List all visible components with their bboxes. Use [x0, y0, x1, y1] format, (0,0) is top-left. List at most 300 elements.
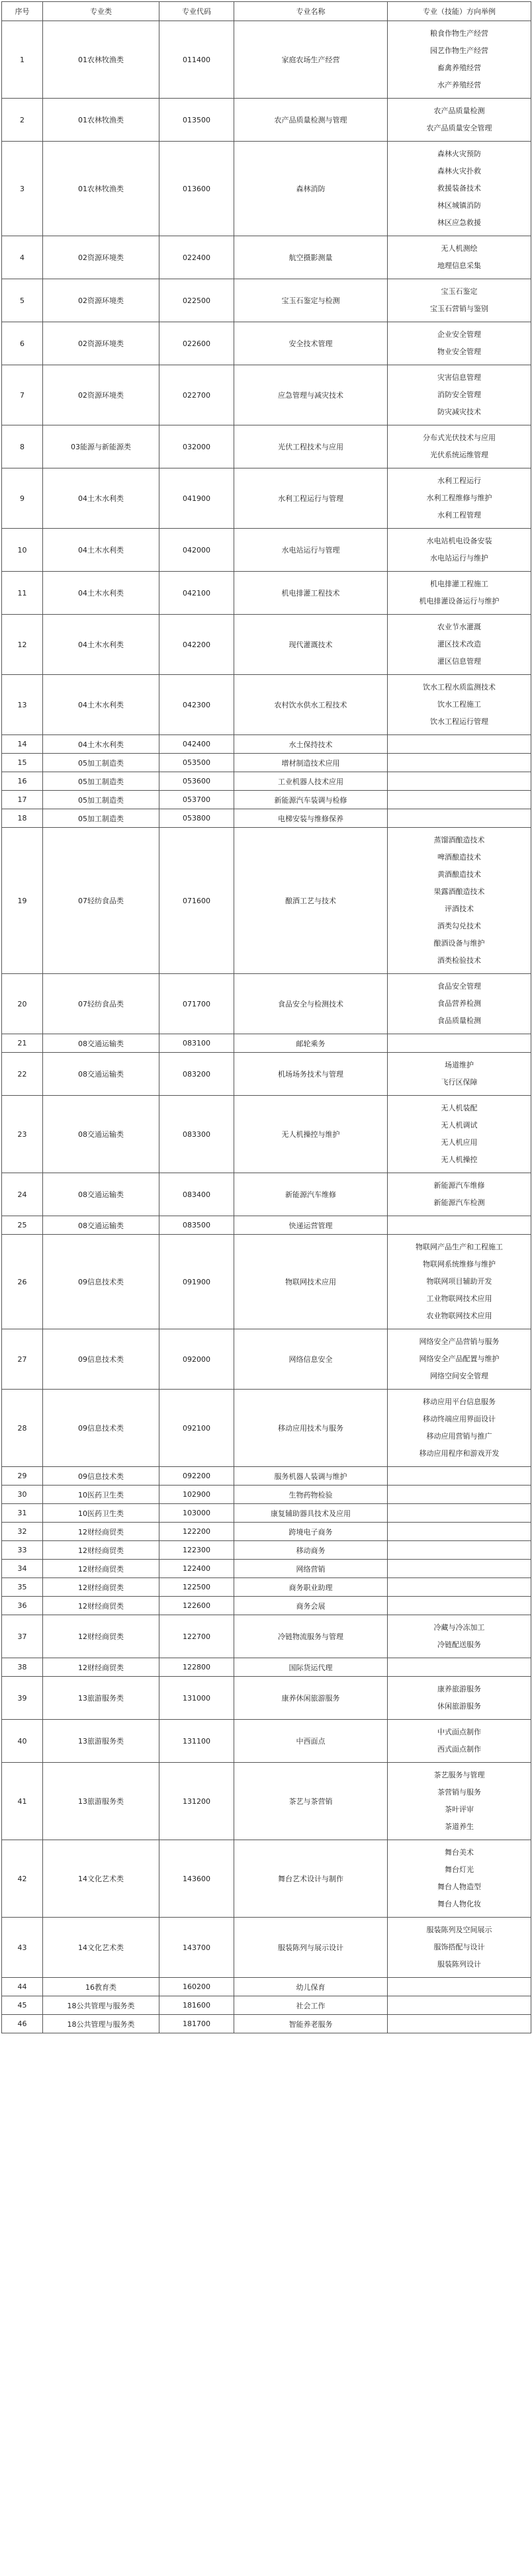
- row-serial: 17: [2, 791, 43, 809]
- row-category: 09信息技术类: [43, 1467, 159, 1486]
- row-name: 移动商务: [234, 1541, 388, 1560]
- header-directions: 专业（技能）方向举例: [388, 2, 531, 21]
- row-serial: 11: [2, 572, 43, 615]
- direction-item: 新能源汽车维修: [433, 1181, 485, 1190]
- row-directions: [388, 142, 531, 236]
- row-name: 安全技术管理: [234, 322, 388, 365]
- direction-item: 无人机装配: [441, 1104, 478, 1112]
- direction-item: 茶营销与服务: [437, 1788, 481, 1797]
- row-name: 舞台艺术设计与制作: [234, 1840, 388, 1918]
- row-category: 01农林牧渔类: [43, 142, 159, 236]
- header-name: 专业名称: [234, 2, 388, 21]
- direction-item: 灾害信息管理: [437, 373, 481, 382]
- direction-item: 宝玉石鉴定: [441, 287, 478, 296]
- direction-item: 水电站运行与维护: [430, 554, 488, 562]
- row-name: 邮轮乘务: [234, 1034, 388, 1053]
- row-directions: [388, 1996, 531, 2015]
- row-directions: [388, 1216, 531, 1235]
- table-row: [2, 615, 531, 675]
- row-code: 083400: [159, 1173, 234, 1216]
- row-serial: 42: [2, 1840, 43, 1918]
- row-serial: 34: [2, 1560, 43, 1578]
- row-code: 083200: [159, 1053, 234, 1096]
- row-serial: 23: [2, 1096, 43, 1173]
- row-code: 092000: [159, 1329, 234, 1390]
- row-name: 电梯安装与维修保养: [234, 809, 388, 828]
- row-serial: 7: [2, 365, 43, 425]
- table-row: [2, 1173, 531, 1216]
- row-code: 053600: [159, 772, 234, 791]
- direction-item: 黄酒酿造技术: [437, 870, 481, 879]
- row-serial: 36: [2, 1597, 43, 1615]
- table-row: [2, 754, 531, 772]
- row-code: 053500: [159, 754, 234, 772]
- row-directions: [388, 99, 531, 142]
- row-category: 08交通运输类: [43, 1216, 159, 1235]
- row-serial: 30: [2, 1486, 43, 1504]
- direction-item: 消防安全管理: [437, 390, 481, 399]
- table-row: [2, 1541, 531, 1560]
- row-category: 12财经商贸类: [43, 1615, 159, 1658]
- row-serial: 24: [2, 1173, 43, 1216]
- row-serial: 6: [2, 322, 43, 365]
- direction-item: 饮水工程施工: [437, 700, 481, 709]
- row-name: 智能养老服务: [234, 2015, 388, 2033]
- row-code: 131000: [159, 1677, 234, 1720]
- table-row: [2, 529, 531, 572]
- row-category: 16教育类: [43, 1978, 159, 1996]
- table-row: [2, 1235, 531, 1329]
- row-category: 05加工制造类: [43, 791, 159, 809]
- table-row: [2, 1560, 531, 1578]
- direction-item: 康养旅游服务: [437, 1685, 481, 1693]
- row-category: 10医药卫生类: [43, 1504, 159, 1523]
- row-code: 071600: [159, 828, 234, 974]
- row-serial: 3: [2, 142, 43, 236]
- row-code: 122200: [159, 1523, 234, 1541]
- direction-item: 休闲旅游服务: [437, 1702, 481, 1710]
- row-code: 083500: [159, 1216, 234, 1235]
- row-serial: 25: [2, 1216, 43, 1235]
- direction-item: 园艺作物生产经营: [430, 46, 488, 55]
- direction-item: 果露酒酿造技术: [433, 887, 485, 896]
- row-category: 04土木水利类: [43, 615, 159, 675]
- row-name: 现代灌溉技术: [234, 615, 388, 675]
- row-serial: 39: [2, 1677, 43, 1720]
- row-code: 041900: [159, 468, 234, 529]
- row-serial: 37: [2, 1615, 43, 1658]
- row-serial: 16: [2, 772, 43, 791]
- table-row: [2, 1053, 531, 1096]
- row-category: 08交通运输类: [43, 1173, 159, 1216]
- direction-item: 宝玉石营销与鉴别: [430, 304, 488, 313]
- row-code: 103000: [159, 1504, 234, 1523]
- row-category: 18公共管理与服务类: [43, 2015, 159, 2033]
- row-serial: 1: [2, 21, 43, 99]
- direction-item: 分布式光伏技术与应用: [423, 433, 496, 442]
- row-serial: 44: [2, 1978, 43, 1996]
- direction-item: 林区应急救援: [437, 218, 481, 227]
- direction-item: 网络安全产品营销与服务: [419, 1337, 500, 1346]
- direction-item: 水利工程管理: [437, 511, 481, 519]
- table-row: [2, 1096, 531, 1173]
- row-directions: [388, 1840, 531, 1918]
- row-category: 10医药卫生类: [43, 1486, 159, 1504]
- row-category: 13旅游服务类: [43, 1677, 159, 1720]
- row-category: 18公共管理与服务类: [43, 1996, 159, 2015]
- table-row: [2, 809, 531, 828]
- row-directions: [388, 1560, 531, 1578]
- row-serial: 41: [2, 1763, 43, 1840]
- row-directions: [388, 1467, 531, 1486]
- row-code: 053800: [159, 809, 234, 828]
- direction-item: 啤酒酿造技术: [437, 853, 481, 862]
- row-name: 食品安全与检测技术: [234, 974, 388, 1034]
- row-code: 122800: [159, 1658, 234, 1677]
- row-directions: [388, 1615, 531, 1658]
- row-name: 水电站运行与管理: [234, 529, 388, 572]
- row-category: 12财经商贸类: [43, 1523, 159, 1541]
- header-code: 专业代码: [159, 2, 234, 21]
- row-category: 04土木水利类: [43, 735, 159, 754]
- direction-item: 舞台美术: [445, 1848, 474, 1857]
- row-name: 农产品质量检测与管理: [234, 99, 388, 142]
- row-category: 09信息技术类: [43, 1329, 159, 1390]
- row-name: 中西面点: [234, 1720, 388, 1763]
- row-serial: 21: [2, 1034, 43, 1053]
- row-code: 032000: [159, 425, 234, 468]
- direction-item: 舞台灯光: [445, 1865, 474, 1874]
- table-row: [2, 1615, 531, 1658]
- direction-item: 畜禽养殖经营: [437, 64, 481, 72]
- row-directions: [388, 1578, 531, 1597]
- table-row: [2, 791, 531, 809]
- row-directions: [388, 1541, 531, 1560]
- row-serial: 46: [2, 2015, 43, 2033]
- row-category: 04土木水利类: [43, 572, 159, 615]
- direction-item: 网络安全产品配置与维护: [419, 1355, 500, 1363]
- row-category: 09信息技术类: [43, 1235, 159, 1329]
- row-directions: [388, 1597, 531, 1615]
- row-name: 酿酒工艺与技术: [234, 828, 388, 974]
- direction-item: 舞台人物化妆: [437, 1900, 481, 1908]
- row-category: 14文化艺术类: [43, 1840, 159, 1918]
- direction-item: 企业安全管理: [437, 330, 481, 339]
- direction-item: 无人机调试: [441, 1121, 478, 1130]
- row-category: 02资源环境类: [43, 279, 159, 322]
- row-serial: 8: [2, 425, 43, 468]
- direction-item: 物业安全管理: [437, 347, 481, 356]
- row-name: 网络信息安全: [234, 1329, 388, 1390]
- row-directions: [388, 365, 531, 425]
- row-code: 011400: [159, 21, 234, 99]
- row-name: 机场场务技术与管理: [234, 1053, 388, 1096]
- table-row: [2, 1034, 531, 1053]
- row-category: 04土木水利类: [43, 529, 159, 572]
- direction-item: 酒类检验技术: [437, 956, 481, 965]
- direction-item: 无人机应用: [441, 1138, 478, 1147]
- table-row: [2, 1918, 531, 1978]
- row-name: 服务机器人装调与维护: [234, 1467, 388, 1486]
- direction-item: 农业物联网技术应用: [426, 1311, 492, 1320]
- row-name: 家庭农场生产经营: [234, 21, 388, 99]
- direction-item: 森林火灾扑救: [437, 167, 481, 175]
- direction-item: 冷链配送服务: [437, 1640, 481, 1649]
- row-name: 森林消防: [234, 142, 388, 236]
- row-serial: 9: [2, 468, 43, 529]
- row-code: 122400: [159, 1560, 234, 1578]
- row-name: 无人机操控与维护: [234, 1096, 388, 1173]
- row-directions: [388, 279, 531, 322]
- direction-item: 农业节水灌溉: [437, 623, 481, 631]
- row-code: 071700: [159, 974, 234, 1034]
- row-name: 工业机器人技术应用: [234, 772, 388, 791]
- row-name: 机电排灌工程技术: [234, 572, 388, 615]
- direction-item: 灌区技术改造: [437, 640, 481, 648]
- row-category: 12财经商贸类: [43, 1541, 159, 1560]
- direction-item: 食品安全管理: [437, 982, 481, 991]
- row-code: 143600: [159, 1840, 234, 1918]
- table-row: [2, 1216, 531, 1235]
- row-category: 03能源与新能源类: [43, 425, 159, 468]
- table-row: [2, 1677, 531, 1720]
- row-directions: [388, 1034, 531, 1053]
- row-name: 水利工程运行与管理: [234, 468, 388, 529]
- row-directions: [388, 675, 531, 735]
- row-category: 04土木水利类: [43, 468, 159, 529]
- row-directions: [388, 236, 531, 279]
- direction-item: 新能源汽车检测: [433, 1198, 485, 1207]
- row-code: 092200: [159, 1467, 234, 1486]
- direction-item: 物联网系统维修与维护: [423, 1260, 496, 1268]
- direction-item: 水利工程维修与维护: [426, 494, 492, 502]
- row-directions: [388, 1096, 531, 1173]
- direction-item: 水电站机电设备安装: [426, 537, 492, 545]
- row-directions: [388, 754, 531, 772]
- row-code: 053700: [159, 791, 234, 809]
- direction-item: 工业物联网技术应用: [426, 1294, 492, 1303]
- row-code: 181700: [159, 2015, 234, 2033]
- direction-item: 移动应用营销与推广: [426, 1432, 492, 1441]
- row-name: 航空摄影测量: [234, 236, 388, 279]
- direction-item: 酿酒设备与维护: [433, 939, 485, 948]
- row-serial: 15: [2, 754, 43, 772]
- row-name: 商务职业助理: [234, 1578, 388, 1597]
- table-row: [2, 1996, 531, 2015]
- row-name: 水土保持技术: [234, 735, 388, 754]
- row-category: 08交通运输类: [43, 1034, 159, 1053]
- table-row: [2, 735, 531, 754]
- row-category: 02资源环境类: [43, 322, 159, 365]
- direction-item: 食品质量检测: [437, 1016, 481, 1025]
- row-serial: 28: [2, 1390, 43, 1467]
- row-directions: [388, 1720, 531, 1763]
- row-directions: [388, 772, 531, 791]
- table-row: [2, 279, 531, 322]
- row-directions: [388, 21, 531, 99]
- row-directions: [388, 1918, 531, 1978]
- row-code: 131200: [159, 1763, 234, 1840]
- row-code: 042200: [159, 615, 234, 675]
- row-name: 康养休闲旅游服务: [234, 1677, 388, 1720]
- direction-item: 服装陈列及空间展示: [426, 1926, 492, 1934]
- row-category: 05加工制造类: [43, 772, 159, 791]
- row-code: 083300: [159, 1096, 234, 1173]
- row-category: 05加工制造类: [43, 754, 159, 772]
- row-category: 13旅游服务类: [43, 1720, 159, 1763]
- row-directions: [388, 468, 531, 529]
- table-header-row: [2, 2, 531, 21]
- row-code: 181600: [159, 1996, 234, 2015]
- row-directions: [388, 735, 531, 754]
- row-category: 08交通运输类: [43, 1096, 159, 1173]
- table-row: [2, 1658, 531, 1677]
- row-code: 022500: [159, 279, 234, 322]
- row-name: 农村饮水供水工程技术: [234, 675, 388, 735]
- row-serial: 26: [2, 1235, 43, 1329]
- row-name: 应急管理与减灾技术: [234, 365, 388, 425]
- table-row: [2, 1504, 531, 1523]
- row-category: 01农林牧渔类: [43, 21, 159, 99]
- row-serial: 18: [2, 809, 43, 828]
- row-code: 022400: [159, 236, 234, 279]
- row-code: 022700: [159, 365, 234, 425]
- row-category: 12财经商贸类: [43, 1560, 159, 1578]
- row-code: 083100: [159, 1034, 234, 1053]
- row-code: 042300: [159, 675, 234, 735]
- row-code: 042000: [159, 529, 234, 572]
- direction-item: 机电排灌设备运行与维护: [419, 597, 500, 605]
- table-row: [2, 322, 531, 365]
- row-name: 物联网技术应用: [234, 1235, 388, 1329]
- row-directions: [388, 1329, 531, 1390]
- direction-item: 光伏系统运维管理: [430, 451, 488, 459]
- row-code: 122600: [159, 1597, 234, 1615]
- direction-item: 食品营养检测: [437, 999, 481, 1008]
- table-row: [2, 572, 531, 615]
- direction-item: 机电排灌工程施工: [430, 580, 488, 588]
- row-name: 快递运营管理: [234, 1216, 388, 1235]
- row-category: 04土木水利类: [43, 675, 159, 735]
- direction-item: 场道维护: [445, 1061, 474, 1069]
- row-serial: 35: [2, 1578, 43, 1597]
- row-name: 冷链物流服务与管理: [234, 1615, 388, 1658]
- row-category: 05加工制造类: [43, 809, 159, 828]
- table-row: [2, 1978, 531, 1996]
- direction-item: 冷藏与冷冻加工: [433, 1623, 485, 1632]
- row-code: 042100: [159, 572, 234, 615]
- direction-item: 救援装备技术: [437, 184, 481, 193]
- direction-item: 饮水工程水质监测技术: [423, 683, 496, 691]
- table-row: [2, 99, 531, 142]
- table-row: [2, 1486, 531, 1504]
- row-name: 新能源汽车维修: [234, 1173, 388, 1216]
- table-row: [2, 236, 531, 279]
- table-row: [2, 1329, 531, 1390]
- table-row: [2, 1720, 531, 1763]
- table-row: [2, 974, 531, 1034]
- row-serial: 4: [2, 236, 43, 279]
- row-serial: 13: [2, 675, 43, 735]
- direction-item: 网络空间安全管理: [430, 1372, 488, 1380]
- direction-item: 服装陈列设计: [437, 1960, 481, 1969]
- row-category: 08交通运输类: [43, 1053, 159, 1096]
- direction-item: 林区城镇消防: [437, 201, 481, 210]
- row-serial: 2: [2, 99, 43, 142]
- row-name: 茶艺与茶营销: [234, 1763, 388, 1840]
- row-directions: [388, 809, 531, 828]
- row-serial: 19: [2, 828, 43, 974]
- row-serial: 31: [2, 1504, 43, 1523]
- header-category: 专业类: [43, 2, 159, 21]
- row-category: 09信息技术类: [43, 1390, 159, 1467]
- row-category: 01农林牧渔类: [43, 99, 159, 142]
- row-name: 幼儿保育: [234, 1978, 388, 1996]
- direction-item: 飞行区保障: [441, 1078, 478, 1087]
- direction-item: 西式面点制作: [437, 1745, 481, 1754]
- row-code: 143700: [159, 1918, 234, 1978]
- row-category: 07轻纺食品类: [43, 828, 159, 974]
- row-directions: [388, 1390, 531, 1467]
- row-serial: 27: [2, 1329, 43, 1390]
- row-code: 013500: [159, 99, 234, 142]
- row-category: 12财经商贸类: [43, 1578, 159, 1597]
- table-body: [2, 21, 531, 2033]
- row-name: 网络营销: [234, 1560, 388, 1578]
- direction-item: 蒸馏酒酿造技术: [433, 836, 485, 844]
- row-name: 康复辅助器具技术及应用: [234, 1504, 388, 1523]
- row-category: 02资源环境类: [43, 365, 159, 425]
- row-directions: [388, 1173, 531, 1216]
- row-directions: [388, 791, 531, 809]
- row-serial: 12: [2, 615, 43, 675]
- row-category: 13旅游服务类: [43, 1763, 159, 1840]
- row-serial: 29: [2, 1467, 43, 1486]
- row-code: 160200: [159, 1978, 234, 1996]
- row-directions: [388, 1486, 531, 1504]
- row-serial: 5: [2, 279, 43, 322]
- row-directions: [388, 425, 531, 468]
- row-code: 092100: [159, 1390, 234, 1467]
- direction-item: 无人机操控: [441, 1155, 478, 1164]
- table-row: [2, 21, 531, 99]
- row-name: 新能源汽车装调与检修: [234, 791, 388, 809]
- row-directions: [388, 615, 531, 675]
- direction-item: 移动终端应用界面设计: [423, 1415, 496, 1423]
- direction-item: 酒类勾兑技术: [437, 922, 481, 930]
- row-directions: [388, 1978, 531, 1996]
- direction-item: 物联网项目辅助开发: [426, 1277, 492, 1286]
- table-row: [2, 1597, 531, 1615]
- table-row: [2, 828, 531, 974]
- table-row: [2, 675, 531, 735]
- specialty-table: [1, 1, 531, 2033]
- row-code: 122500: [159, 1578, 234, 1597]
- direction-item: 饮水工程运行管理: [430, 717, 488, 726]
- row-name: 国际货运代理: [234, 1658, 388, 1677]
- row-code: 131100: [159, 1720, 234, 1763]
- row-serial: 43: [2, 1918, 43, 1978]
- row-directions: [388, 1523, 531, 1541]
- direction-item: 物联网产品生产和工程施工: [416, 1243, 503, 1251]
- direction-item: 农产品质量检测: [433, 107, 485, 115]
- row-directions: [388, 1677, 531, 1720]
- row-name: 商务会展: [234, 1597, 388, 1615]
- row-directions: [388, 1763, 531, 1840]
- row-code: 042400: [159, 735, 234, 754]
- row-directions: [388, 529, 531, 572]
- row-name: 服装陈列与展示设计: [234, 1918, 388, 1978]
